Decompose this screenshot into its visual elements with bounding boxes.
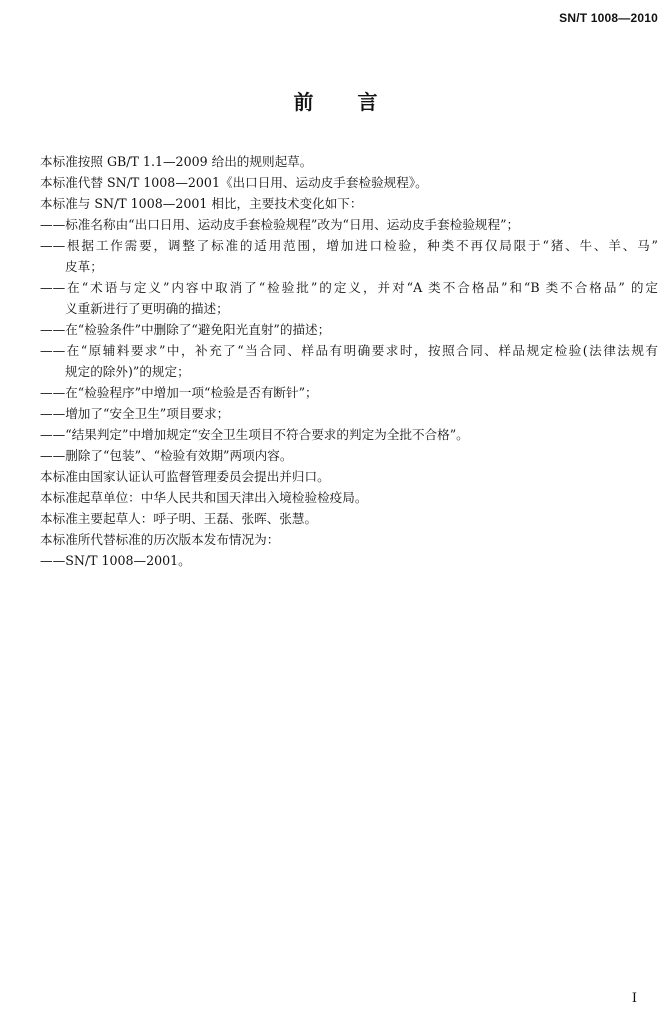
foreword-body — [40, 151, 658, 571]
standard-code: SN/T 1008—2010 — [559, 11, 658, 25]
list-item: ——增加了“安全卫生”项目要求； — [40, 406, 230, 421]
list-item: ——在“检验程序”中增加一项“检验是否有断针”； — [40, 385, 318, 400]
list-item: ——删除了“包装”、“检验有效期”两项内容。 — [40, 448, 293, 463]
list-item-continuation: 义重新进行了更明确的描述； — [65, 301, 229, 316]
list-item: ——根据工作需要，调整了标准的适用范围，增加进口检验，种类不再仅局限于“猪、牛、羊、马” — [40, 238, 658, 253]
paragraph-proposer: 本标准由国家认证认可监督管理委员会提出并归口。 — [40, 469, 330, 484]
list-item-continuation: 皮革； — [65, 259, 103, 274]
paragraph-drafting-rules: 本标准按照 GB/T 1.1—2009 给出的规则起草。 — [40, 154, 313, 169]
paragraph-drafters: 本标准主要起草人：呼子明、王磊、张晖、张慧。 — [40, 511, 318, 526]
list-item: ——SN/T 1008—2001。 — [40, 553, 191, 568]
paragraph-changes-intro: 本标准与 SN/T 1008—2001 相比，主要技术变化如下： — [40, 196, 363, 211]
page-number: I — [631, 991, 637, 1006]
paragraph-replaces: 本标准代替 SN/T 1008—2001《出口日用、运动皮手套检验规程》。 — [40, 175, 428, 190]
list-item: ——标准名称由“出口日用、运动皮手套检验规程”改为“日用、运动皮手套检验规程”； — [40, 217, 520, 232]
title-char-2: 言 — [357, 90, 378, 114]
list-item: ——在“检验条件”中删除了“避免阳光直射”的描述； — [40, 322, 331, 337]
paragraph-history-intro: 本标准所代替标准的历次版本发布情况为： — [40, 532, 280, 547]
paragraph-drafting-unit: 本标准起草单位：中华人民共和国天津出入境检验检疫局。 — [40, 490, 368, 505]
list-item: ——在“原辅料要求”中，补充了“当合同、样品有明确要求时，按照合同、样品规定检验(法律法规有 — [40, 343, 658, 358]
list-item: ——“结果判定”中增加规定“安全卫生项目不符合要求的判定为全批不合格”。 — [40, 427, 469, 442]
page-title — [0, 86, 671, 115]
title-char-1: 前 — [293, 90, 314, 114]
list-item-continuation: 规定的除外)”的规定； — [65, 364, 190, 379]
list-item: ——在“术语与定义”内容中取消了“检验批”的定义，并对“A 类不合格品”和“B 类不合格品” 的定 — [40, 280, 658, 295]
